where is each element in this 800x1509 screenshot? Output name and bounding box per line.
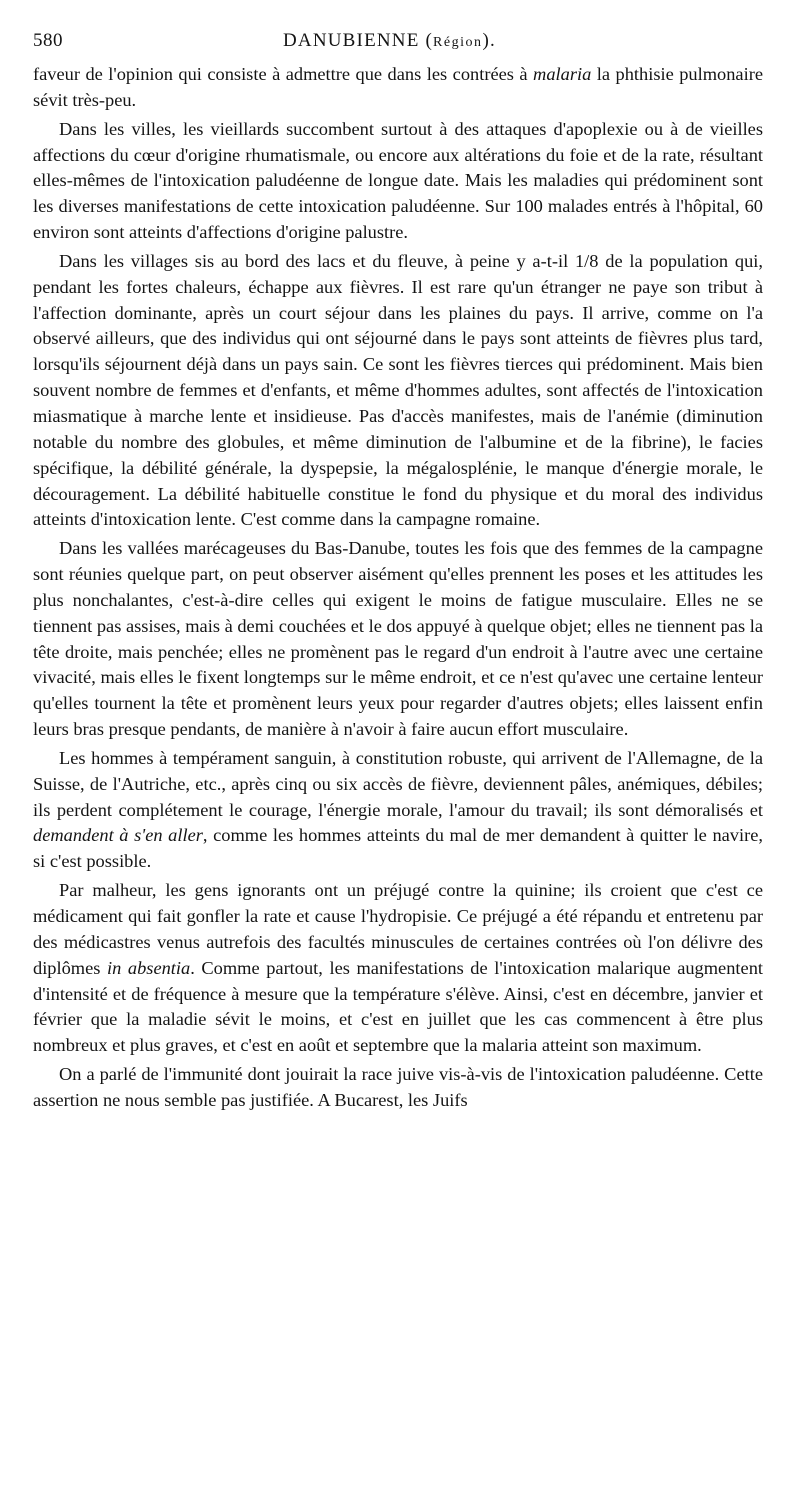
page-number: 580 xyxy=(33,30,63,51)
book-page xyxy=(33,28,763,1114)
paragraph-text: Par malheur, les gens ignorants ont un préjugé contre la quinine; ils croient que c'est ce médicament qui fait gonfler la rate et cause l'hydropisie. Ce préjugé a été répandu et entretenu par des médicastres venus autrefois des facultés minuscules de certaines contrées où l'on délivre des diplômes xyxy=(33,880,763,978)
italic-phrase: demandent à s'en aller xyxy=(33,825,203,846)
paragraph-villes: Dans les villes, les vieillards succombent surtout à des attaques d'apoplexie ou à de vieilles affections du cœur d'origine rhumatismale, ou encore aux altérations du foie et de la rate, résultant elles-mêmes de l'intoxication paludéenne de longue date. Mais les maladies qui prédominent sont les diverses manifestations de cette intoxication paludéenne. Sur 100 malades entrés à l'hôpital, 60 environ sont atteints d'affections d'origine palustre. xyxy=(33,118,763,243)
running-title-region: Région xyxy=(433,35,483,50)
paragraph-text: , comme les hommes atteints du mal de mer demandent à quitter le navire, si c'est possible. xyxy=(33,825,763,872)
paragraph-hommes xyxy=(33,746,763,875)
paragraph-immunite: On a parlé de l'immunité dont jouirait la race juive vis-à-vis de l'intoxication paludéenne. Cette assertion ne nous semble pas justifiée. A Bucarest, les Juifs xyxy=(33,1064,763,1110)
running-title-main: DANUBIENNE ( xyxy=(283,30,434,51)
paragraph-quinine xyxy=(33,878,763,1059)
italic-phrase: in absentia xyxy=(107,957,191,978)
paragraph-villages: Dans les villages sis au bord des lacs et du fleuve, à peine y a-t-il 1/8 de la population qui, pendant les fortes chaleurs, échappe aux fièvres. Il est rare qu'un étranger ne paye son tribut à l'affection dominante, après un court séjour dans les plaines du pays. Il arrive, comme on l'a observé ailleurs, que des individus qui ont séjourné dans le pays sont atteints de fièvres plus tard, lorsqu'ils séjournent déjà dans un pays sain. Ce sont les fièvres tierces qui prédominent. Mais bien souvent nombre de femmes et d'enfants, et même d'hommes adultes, sont affectés de l'intoxication miasmatique à marche lente et insidieuse. Pas d'accès manifestes, mais de l'anémie (diminution notable du nombre des globules, et même diminution de l'albumine et de la fibrine), le facies spécifique, la débilité générale, la dyspepsie, la mégalosplénie, le manque d'énergie morale, le découragement. La débilité habituelle constitue le fond du physique et du moral des individus atteints d'intoxication lente. C'est comme dans la campagne romaine. xyxy=(33,250,763,530)
paragraph-text: Les hommes à tempérament sanguin, à constitution robuste, qui arrivent de l'Allemagne, de la Suisse, de l'Autriche, etc., après cinq ou six accès de fièvre, deviennent pâles, anémiques, débiles; ils perdent complétement le courage, l'énergie morale, l'amour du travail; ils sont démoralisés et xyxy=(33,747,763,820)
italic-term: malaria xyxy=(533,64,592,84)
running-header xyxy=(33,28,763,62)
paragraph-text: faveur de l'opinion qui consiste à admettre que dans les contrées à xyxy=(33,64,534,84)
paragraph-vallees: Dans les vallées marécageuses du Bas-Danube, toutes les fois que des femmes de la campagne sont réunies quelque part, on peut observer aisément qu'elles prennent les poses et les attitudes les plus nonchalantes, c'est-à-dire celles qui exigent le moins de fatigue musculaire. Elles ne se tiennent pas assises, mais à demi couchées et le dos appuyé à quelque objet; elles ne tiennent pas la tête droite, mais penchée; elles ne promènent pas le regard d'un endroit à l'autre avec une certaine vivacité, mais elles le fixent longtemps sur le même endroit, et ce n'est qu'avec une certaine lenteur qu'elles tournent la tête et promènent leurs yeux pour regarder d'autres objets; elles laissent enfin leurs bras presque pendants, de manière à n'avoir à faire aucun effort musculaire. xyxy=(33,538,763,740)
body-text xyxy=(33,62,763,1114)
running-title xyxy=(283,30,496,52)
paragraph-text: . Comme partout, les manifestations de l'intoxication malarique augmentent d'intensité et de fréquence à mesure que la température s'élève. Ainsi, c'est en décembre, janvier et février que la maladie sévit le moins, et c'est en juillet que les cas commencent à être plus nombreux et plus graves, et c'est en août et septembre que la malaria atteint son maximum. xyxy=(33,957,763,1056)
running-title-close: ). xyxy=(482,30,496,51)
paragraph-continued xyxy=(33,62,763,114)
paragraph-text: la phthisie pulmonaire sévit très-peu. xyxy=(33,64,763,110)
